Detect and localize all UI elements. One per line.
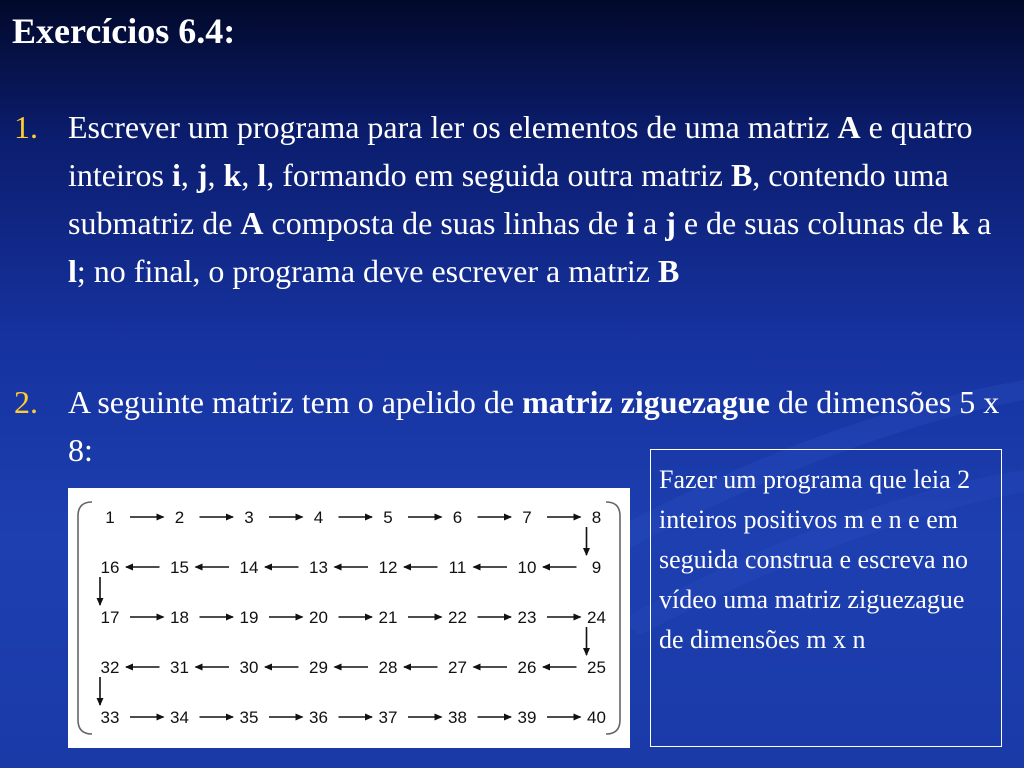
matrix-cell: 27 [448, 658, 467, 677]
matrix-cell: 37 [378, 708, 398, 727]
matrix-cell: 6 [452, 508, 463, 527]
matrix-cell: 14 [239, 558, 259, 577]
matrix-cell: 30 [239, 658, 259, 677]
matrix-cell: 28 [378, 658, 398, 677]
matrix-right-bracket [606, 502, 620, 734]
matrix-cell: 12 [378, 558, 398, 577]
matrix-cell: 35 [239, 708, 259, 727]
matrix-left-bracket [78, 502, 92, 734]
matrix-cell: 20 [309, 608, 328, 627]
matrix-cell: 39 [517, 708, 537, 727]
matrix-cell: 16 [100, 558, 120, 577]
matrix-cell: 3 [244, 508, 254, 527]
slide-title: Exercícios 6.4: [12, 11, 236, 51]
matrix-cell: 13 [309, 558, 328, 577]
matrix-cell: 34 [170, 708, 189, 727]
matrix-cell: 21 [378, 608, 398, 627]
exercise-1-text: Escrever um programa para ler os elementos de uma matriz A e quatro inteiros i, j, k, l, formando em seguida outra matriz B, contendo uma submatriz de A composta de suas linhas de i a j e de suas colunas de k a l; no final, o programa deve escrever a matriz B [68, 109, 992, 289]
matrix-cell: 25 [587, 658, 606, 677]
matrix-cell: 29 [309, 658, 328, 677]
matrix-cell: 33 [100, 708, 120, 727]
matrix-cell: 24 [587, 608, 606, 627]
exercise-1 [14, 103, 1014, 295]
matrix-cell: 9 [591, 558, 602, 577]
matrix-cell: 40 [587, 708, 606, 727]
matrix-cell: 7 [522, 508, 532, 527]
matrix-cell: 22 [448, 608, 467, 627]
matrix-cell: 4 [313, 508, 324, 527]
zigzag-matrix-diagram [68, 488, 630, 748]
assignment-note-box: Fazer um programa que leia 2 inteiros positivos m e n e em seguida construa e escreva no vídeo uma matriz ziguezague de dimensões m x n [650, 449, 1002, 747]
matrix-cell: 8 [591, 508, 602, 527]
matrix-cell: 10 [517, 558, 537, 577]
zigzag-matrix-figure [68, 488, 630, 748]
matrix-cell: 32 [100, 658, 120, 677]
exercise-2-text: A seguinte matriz tem o apelido de matriz ziguezague de dimensões 5 x 8: [68, 384, 1000, 468]
matrix-cell: 2 [174, 508, 185, 527]
matrix-cell: 19 [239, 608, 259, 627]
matrix-cell: 26 [517, 658, 537, 677]
matrix-cell: 31 [170, 658, 189, 677]
matrix-cell: 18 [170, 608, 189, 627]
matrix-cell: 1 [105, 508, 115, 527]
matrix-cell: 38 [448, 708, 467, 727]
matrix-cell: 23 [517, 608, 537, 627]
matrix-cell: 17 [100, 608, 120, 627]
exercise-1-number: 1. [14, 109, 38, 145]
matrix-cell: 11 [448, 558, 467, 577]
matrix-cell: 15 [170, 558, 189, 577]
matrix-cell: 5 [383, 508, 393, 527]
exercise-2-number: 2. [14, 384, 38, 420]
matrix-cell: 36 [309, 708, 328, 727]
